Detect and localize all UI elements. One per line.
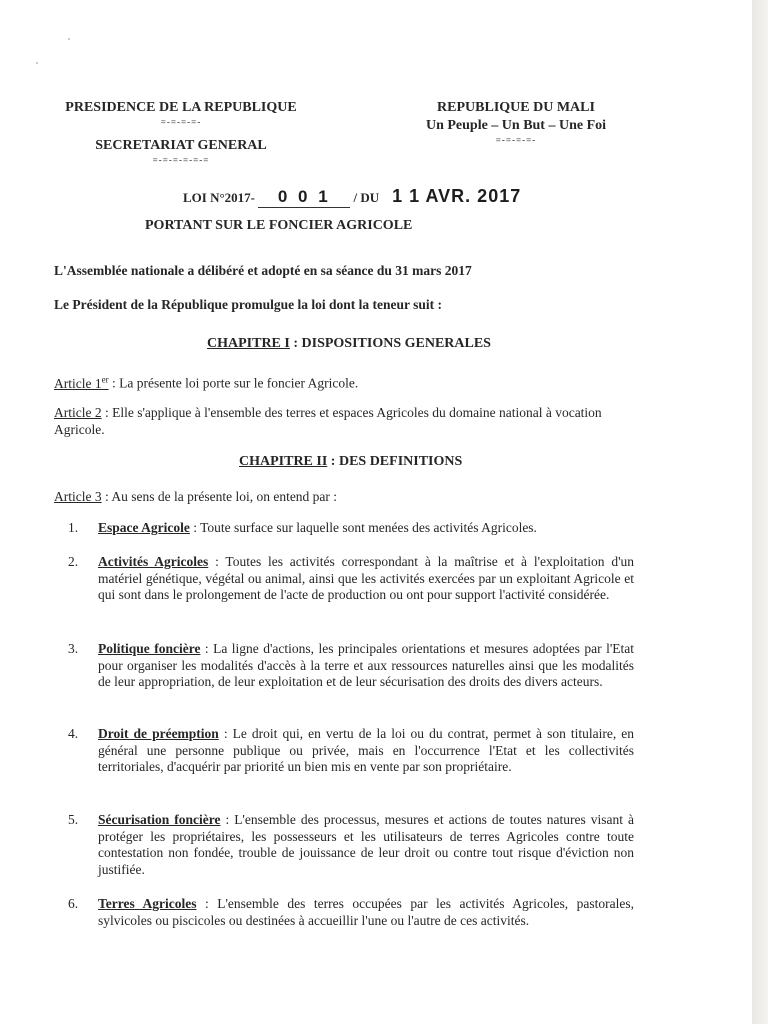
definition-item	[68, 641, 634, 691]
chapter-2-heading	[239, 454, 462, 470]
article-2-text: : Elle s'applique à l'ensemble des terres et espaces Agricoles du domaine national à vocation Agricole.	[54, 405, 602, 437]
secretariat-title: SECRETARIAT GENERAL	[95, 138, 267, 153]
law-number-stamp: 0 0 1	[277, 187, 331, 206]
definition-item	[68, 896, 634, 929]
definition-item	[68, 554, 634, 604]
definition-number: 2.	[68, 554, 79, 569]
definition-item	[68, 812, 634, 878]
definition-text: : Le droit qui, en vertu de la loi ou du contrat, permet à son titulaire, en général une personne publique ou privée, mais en l'occurrence l'Etat et les collectivités territoriales, d'acquérir par priorité un bien mis en vente par son propriétaire.	[98, 726, 634, 774]
national-motto: Un Peuple – Un But – Une Foi	[425, 118, 607, 133]
article-1-sup: er	[101, 374, 109, 384]
definition-number: 1.	[68, 520, 79, 535]
article-1-text: : La présente loi porte sur le foncier Agricole.	[108, 375, 359, 391]
chapter-1-title: : DISPOSITIONS GENERALES	[289, 336, 491, 351]
definition-number: 5.	[68, 812, 79, 827]
definition-term: Espace Agricole	[98, 520, 190, 535]
article-1-label	[54, 376, 109, 391]
definition-number: 4.	[68, 726, 79, 741]
decorative-dashes: =-=-=-=-=-=	[152, 155, 210, 165]
scan-edge	[752, 0, 768, 1024]
presidence-title: PRESIDENCE DE LA REPUBLIQUE	[65, 100, 297, 115]
header-left	[50, 99, 312, 165]
scan-speck	[36, 62, 38, 64]
law-subject: PORTANT SUR LE FONCIER AGRICOLE	[145, 218, 413, 233]
chapter-1-heading	[207, 336, 491, 352]
definition-term: Terres Agricoles	[98, 896, 197, 911]
intro-promulgation: Le Président de la République promulgue la loi dont la teneur suit :	[54, 297, 443, 312]
law-reference	[183, 186, 521, 208]
definition-term: Sécurisation foncière	[98, 812, 221, 827]
article-3-label: Article 3	[54, 489, 102, 504]
chapter-1-label: CHAPITRE I	[207, 336, 290, 351]
definition-text: : La ligne d'actions, les principales orientations et mesures adoptées par l'Etat pour organiser les modalités d'accès à la terre et aux ressources naturelles ainsi que les modalités de leur appropriation, de leur exploitation et de leur sécurisation des droits des divers acteurs.	[98, 641, 634, 689]
chapter-2-label: CHAPITRE II	[239, 454, 328, 469]
definition-term: Droit de préemption	[98, 726, 219, 741]
definition-number: 3.	[68, 641, 79, 656]
law-number-field	[258, 187, 350, 208]
definition-number: 6.	[68, 896, 79, 911]
article-3	[54, 488, 634, 505]
article-3-text: : Au sens de la présente loi, on entend par :	[101, 489, 338, 504]
law-number-prefix: LOI N°2017-	[183, 190, 256, 205]
article-2-label: Article 2	[54, 405, 102, 420]
definition-text: : L'ensemble des terres occupées par les activités Agricoles, pastorales, sylvicoles ou piscicoles ou destinées à accueillir l'une ou l'autre de ces activités.	[98, 896, 634, 928]
decorative-dashes: =-=-=-=-	[160, 117, 202, 127]
header-right	[410, 99, 622, 145]
definition-text: : Toutes les activités correspondant à la maîtrise et à l'exploitation d'un matériel génétique, végétal ou animal, ainsi que les activités exercées par un exploitant Agricole et qui sont dans le prolongement de l'acte de production ou ont pour support l'activité considérée.	[98, 554, 634, 602]
law-date-stamp: 1 1 AVR. 2017	[392, 186, 522, 206]
definition-term: Activités Agricoles	[98, 554, 209, 569]
decorative-dashes: =-=-=-=-	[495, 135, 537, 145]
chapter-2-title: : DES DEFINITIONS	[327, 454, 463, 469]
article-1	[54, 371, 634, 392]
definition-text: : L'ensemble des processus, mesures et actions de toutes natures visant à protéger les propriétaires, les possesseurs et les utilisateurs de terres Agricoles contre toute contestation non fondée, trouble de jouissance de leur droit ou contre tout risque d'éviction non justifiée.	[98, 812, 634, 877]
article-1-label-text: Article 1	[54, 375, 102, 391]
republic-title: REPUBLIQUE DU MALI	[437, 100, 595, 115]
article-2	[54, 404, 634, 438]
scan-speck	[68, 38, 70, 40]
law-date-prefix: / DU	[353, 190, 380, 205]
definition-text: : Toute surface sur laquelle sont menées des activités Agricoles.	[189, 520, 537, 535]
definition-item	[68, 726, 634, 776]
intro-adoption: L'Assemblée nationale a délibéré et adopté en sa séance du 31 mars 2017	[54, 263, 472, 278]
definition-item	[68, 520, 634, 537]
definition-term: Politique foncière	[98, 641, 201, 656]
